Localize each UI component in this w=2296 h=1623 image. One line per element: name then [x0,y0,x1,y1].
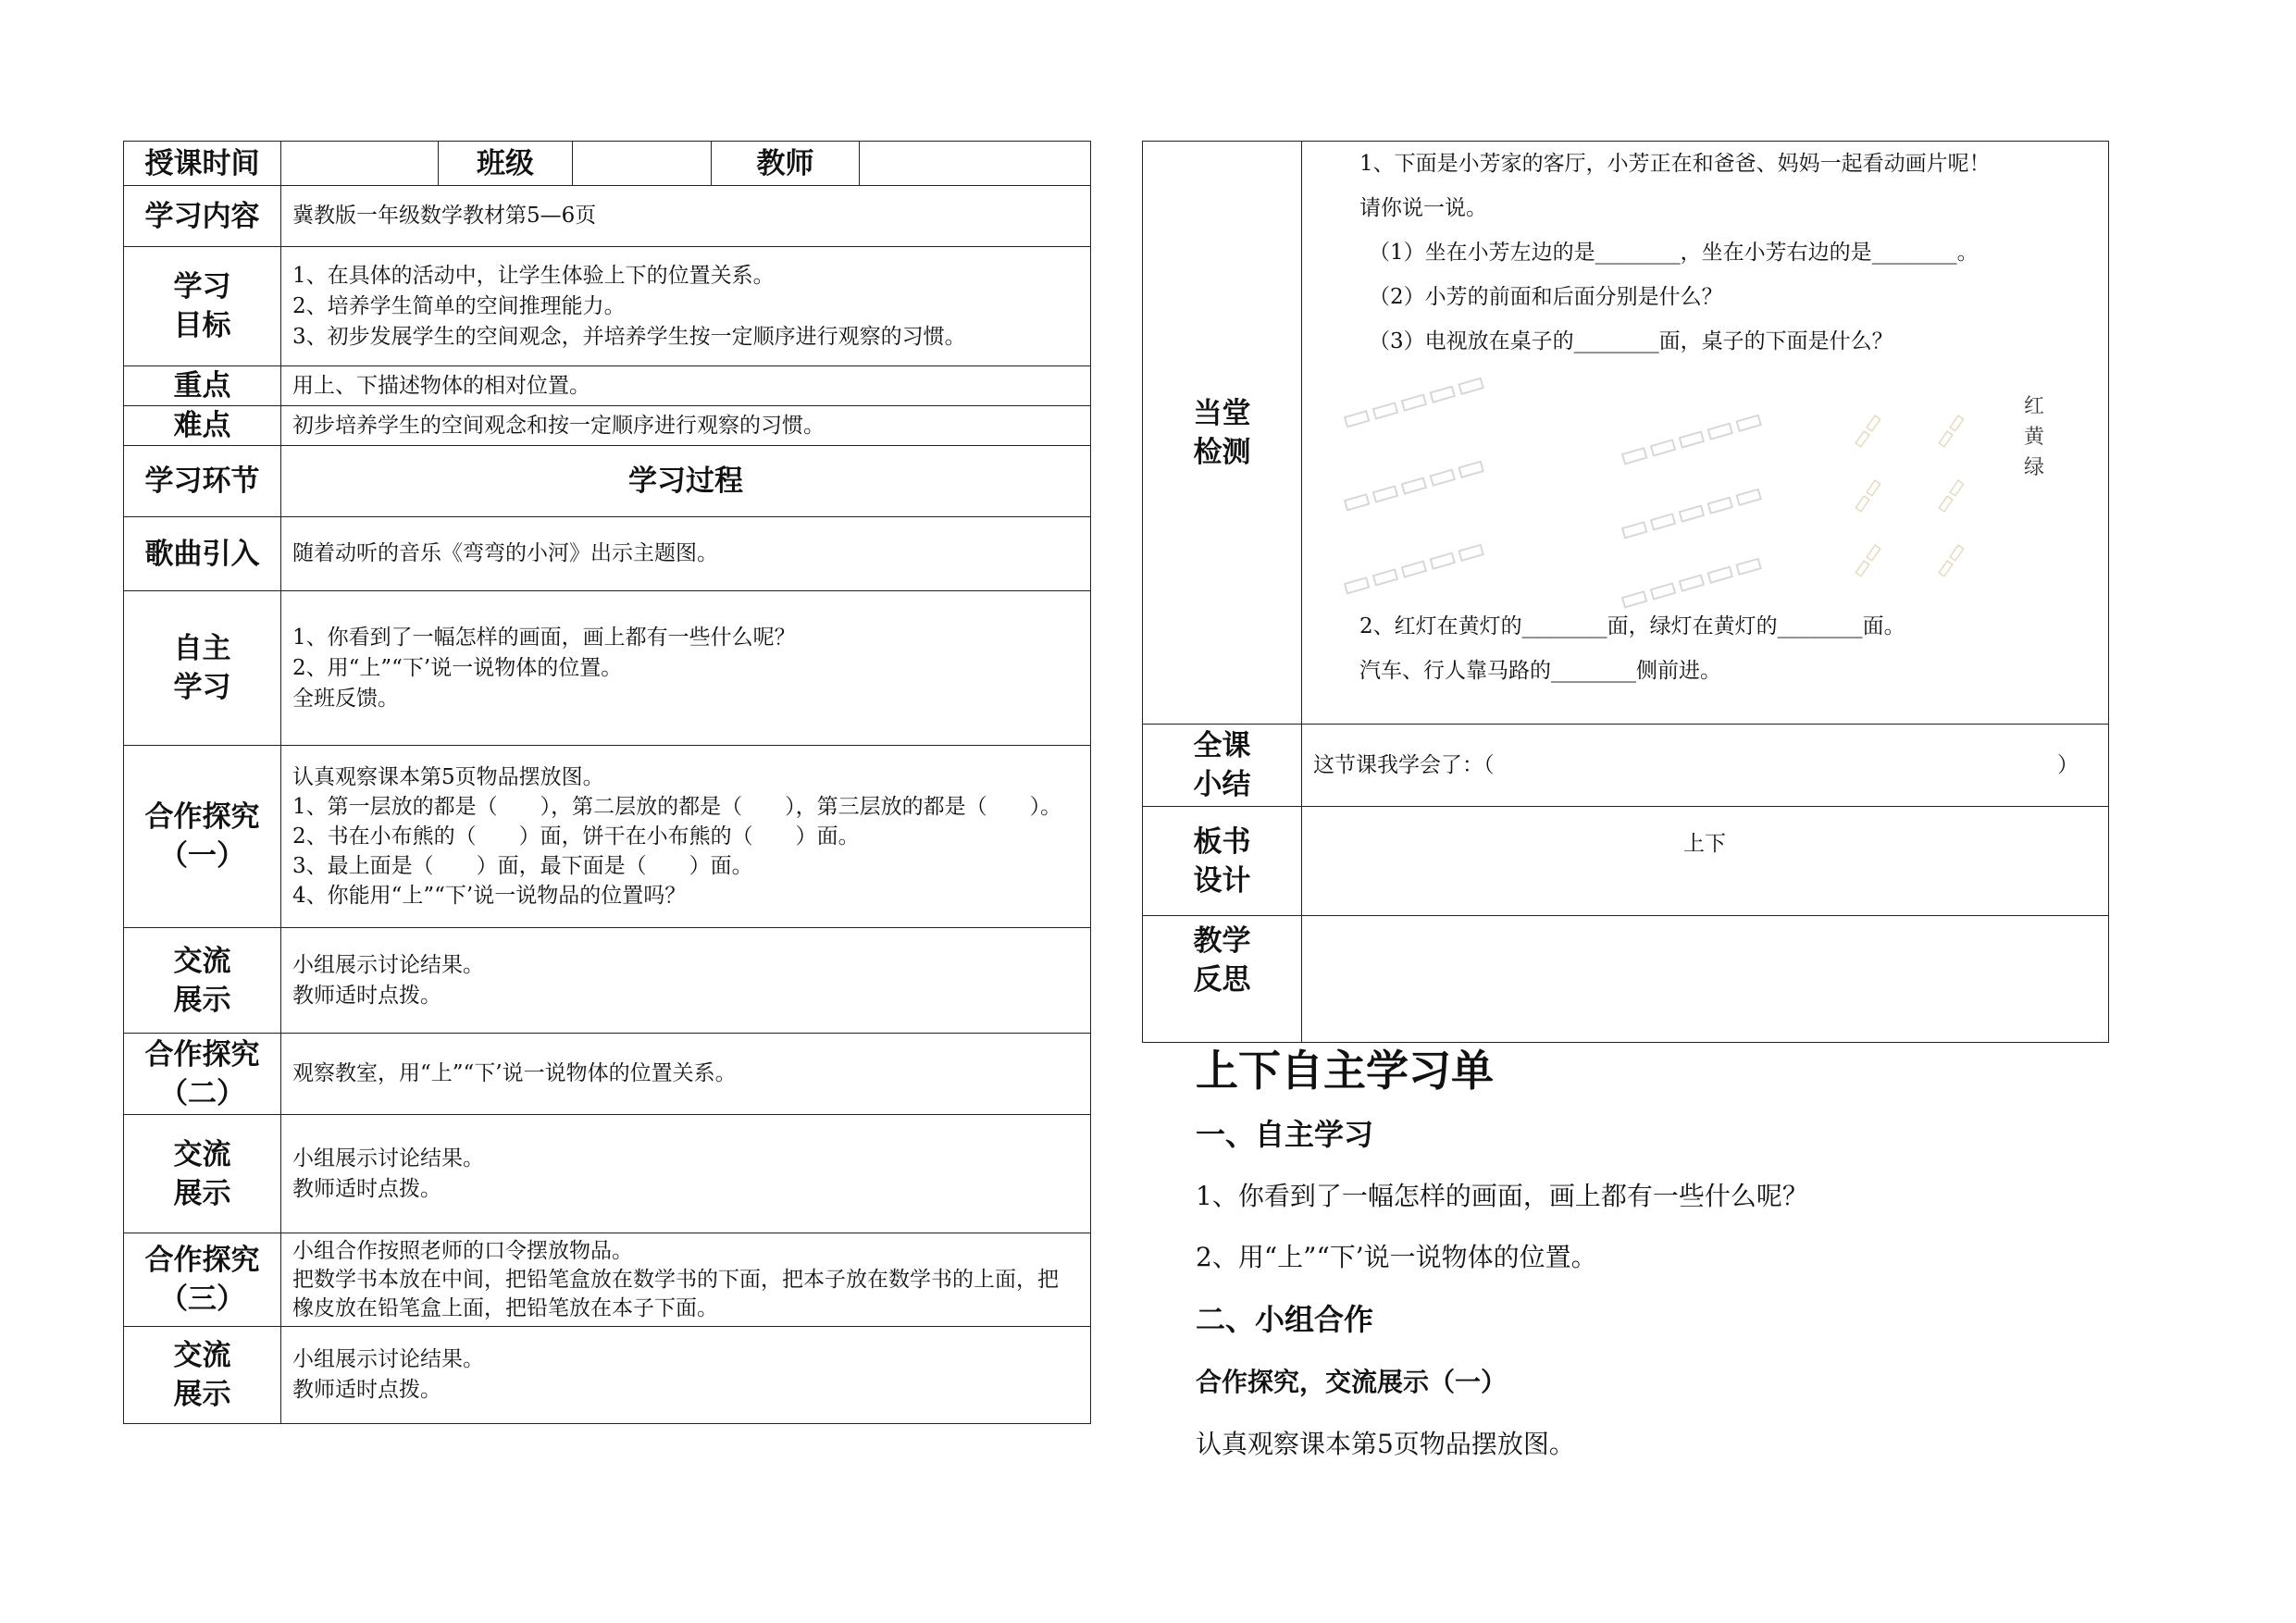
section-heading-self-study: 一、自主学习 [1196,1117,1374,1152]
header-row [124,142,1091,186]
coop3-label: 合作探究 （三） [124,1233,281,1327]
reflection-row [1143,916,2109,1043]
traffic-light-icon: ▭▭ [1930,408,1971,453]
share3-text: 小组展示讨论结果。 教师适时点拨。 [281,1327,1091,1424]
class-field[interactable] [573,142,712,186]
traffic-light-icon: ▭▭ [1846,408,1888,453]
coop2-text: 观察教室，用“上”“下’说一说物体的位置关系。 [281,1034,1091,1115]
class-label: 班级 [439,142,573,186]
share3-row [124,1327,1091,1424]
key-label: 重点 [124,366,281,406]
reflection-label: 教学 反思 [1143,916,1302,1043]
check-label: 当堂 检测 [1143,142,1302,725]
summary-row [1143,725,2109,807]
watermark-image: ▭▭▭▭▭ [1614,399,1769,477]
goals-row [124,247,1091,366]
goal-item: 3、初步发展学生的空间观念，并培养学生按一定顺序进行观察的习惯。 [292,324,966,349]
self-study-text: 1、你看到了一幅怎样的画面，画上都有一些什么呢？ 2、用“上”“下’说一说物体的位置。 全班反馈。 [281,591,1091,746]
traffic-light-icon: ▭▭ [1930,538,1971,583]
share2-label: 交流 展示 [124,1115,281,1233]
board-row [1143,807,2109,916]
process-header: 学习过程 [281,446,1091,517]
worksheet-question: 2、用“上”“下’说一说物体的位置。 [1196,1242,1597,1272]
coop3-row [124,1233,1091,1327]
check-q1-sub2: （2）小芳的前面和后面分别是什么？ [1369,285,1723,309]
watermark-image: ▭▭▭▭▭ [1614,473,1769,551]
share1-row [124,928,1091,1034]
review-table [1142,141,2109,1043]
song-value: 随着动听的音乐《弯弯的小河》出示主题图。 [281,517,1091,591]
watermark-image: ▭▭▭▭▭ [1336,528,1491,606]
goals-text [281,247,1091,366]
teacher-label: 教师 [712,142,860,186]
coop1-text: 认真观察课本第5页物品摆放图。 1、第一层放的都是（ ），第二层放的都是（ ），第三层放的都是（ ）。 2、书在小布熊的（ ）面，饼干在小布熊的（ ）面。 3、最上面是（ ）面，最下面是（ ）面。 4、你能用“上”“下’说一说物品的位置吗？ [281,746,1091,928]
check-content [1302,142,2109,725]
traffic-light-icon: ▭▭ [1846,538,1888,583]
share1-text: 小组展示讨论结果。 教师适时点拨。 [281,928,1091,1034]
content-row [124,186,1091,247]
coop2-label: 合作探究 （二） [124,1034,281,1115]
worksheet [1196,1038,2029,1475]
self-study-label: 自主 学习 [124,591,281,746]
section-heading-group-work: 二、小组合作 [1196,1302,1374,1337]
stage-header: 学习环节 [124,446,281,517]
worksheet-title: 上下自主学习单 [1196,1046,1494,1096]
worksheet-question: 1、你看到了一幅怎样的画面，画上都有一些什么呢？ [1196,1181,1808,1211]
watermark-image: ▭▭▭▭▭ [1614,542,1769,620]
goal-item: 1、在具体的活动中，让学生体验上下的位置关系。 [292,263,775,288]
time-label: 授课时间 [124,142,281,186]
goals-label: 学习 目标 [124,247,281,366]
red-light-label: 红 [2024,395,2045,418]
check-q1-sub1: （1）坐在小芳左边的是________，坐在小芳右边的是________。 [1369,241,1979,265]
goal-item: 2、培养学生简单的空间推理能力。 [292,293,626,318]
traffic-light-icon: ▭▭ [1846,473,1888,518]
traffic-light-icon: ▭▭ [1930,473,1971,518]
difficulty-value: 初步培养学生的空间观念和按一定顺序进行观察的习惯。 [281,406,1091,446]
process-header-row [124,446,1091,517]
worksheet-instruction: 认真观察课本第5页物品摆放图。 [1196,1429,1575,1459]
coop1-label: 合作探究 （一） [124,746,281,928]
share2-text: 小组展示讨论结果。 教师适时点拨。 [281,1115,1091,1233]
check-q1-line2: 请你说一说。 [1359,196,1487,220]
time-field[interactable] [281,142,439,186]
watermark-image: ▭▭▭▭▭ [1336,362,1491,440]
summary-prefix: 这节课我学会了：（ [1313,752,1495,777]
content-value: 冀教版一年级数学教材第5—6页 [281,186,1091,247]
share2-row [124,1115,1091,1233]
check-row [1143,142,2109,725]
yellow-light-label: 黄 [2024,426,2045,449]
watermark-image: ▭▭▭▭▭ [1336,445,1491,523]
song-label: 歌曲引入 [124,517,281,591]
board-label: 板书 设计 [1143,807,1302,916]
coop2-row [124,1034,1091,1115]
summary-label: 全课 小结 [1143,725,1302,807]
difficulty-row [124,406,1091,446]
coop1-row [124,746,1091,928]
self-study-row [124,591,1091,746]
traffic-light-picture [1302,362,2097,620]
coop3-text: 小组合作按照老师的口令摆放物品。 把数学书本放在中间，把铅笔盒放在数学书的下面，把本子放在数学书的上面，把橡皮放在铅笔盒上面，把铅笔放在本子下面。 [281,1233,1091,1327]
key-row [124,366,1091,406]
difficulty-label: 难点 [124,406,281,446]
check-q1-line1: 1、下面是小芳家的客厅，小芳正在和爸爸、妈妈一起看动画片呢！ [1359,152,1991,176]
green-light-label: 绿 [2024,456,2045,479]
lesson-plan-table [123,141,1091,1424]
check-q2-line1: 2、红灯在黄灯的________面，绿灯在黄灯的________面。 [1359,614,1905,638]
check-q2-line2: 汽车、行人靠马路的________侧前进。 [1359,659,1721,683]
content-label: 学习内容 [124,186,281,247]
sub-heading-coop: 合作探究，交流展示（一） [1196,1367,1508,1397]
summary-field[interactable] [1302,725,2109,807]
reflection-field[interactable] [1302,916,2109,1043]
key-value: 用上、下描述物体的相对位置。 [281,366,1091,406]
share3-label: 交流 展示 [124,1327,281,1424]
summary-suffix: ） [2057,752,2079,777]
song-row [124,517,1091,591]
check-q1-sub3: （3）电视放在桌子的________面，桌子的下面是什么？ [1369,329,1893,353]
teacher-field[interactable] [860,142,1091,186]
share1-label: 交流 展示 [124,928,281,1034]
board-content: 上下 [1302,807,2109,916]
